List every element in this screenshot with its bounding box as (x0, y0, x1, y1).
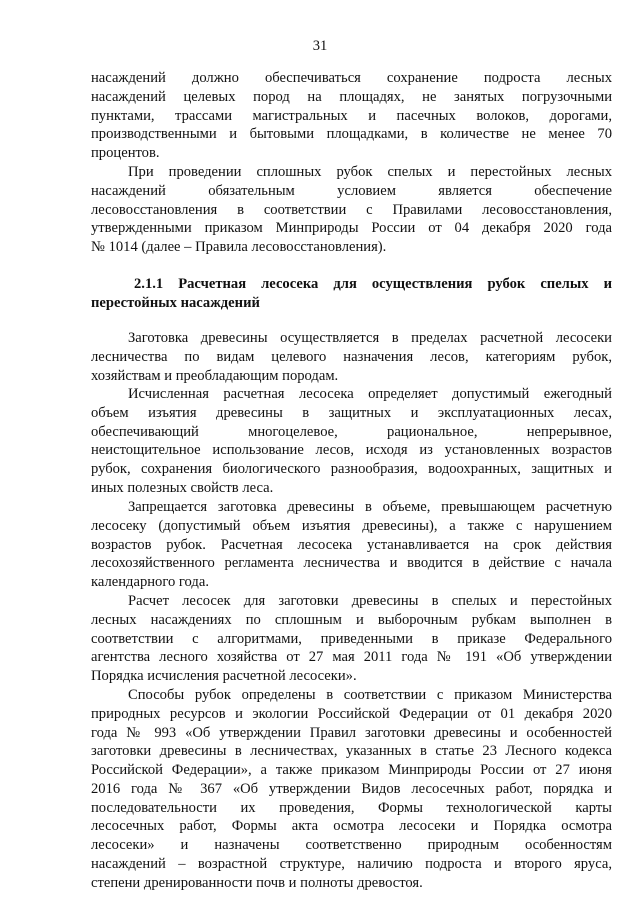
text-line: Расчет лесосек для заготовки древесины в спелых и перестойных (128, 593, 612, 609)
text-line: лесосеки» и назначены соответственно природным особенностям (91, 837, 612, 853)
text-line: утвержденными приказом Минприроды России от 04 декабря 2020 года (91, 220, 612, 237)
text-line: хозяйствам и преобладающим породам. (91, 367, 339, 384)
text-line: агентства лесного хозяйства от 27 мая 2011 года № 191 «Об утверждении (91, 649, 612, 666)
text-line: рубок, сохранения биологического разнообразия, водоохранных, защитных и (91, 461, 612, 477)
text-line: последовательности их проведения, Формы технологической карты (91, 799, 612, 816)
text-line: лесохозяйственного регламента лесничества и вводится в действие с начала (91, 555, 612, 572)
text-line: процентов. (91, 145, 160, 161)
text-line: насаждений должно обеспечиваться сохранение подроста лесных (91, 70, 612, 86)
text-line: заготовки древесины в лесничествах, указанных в статье 23 Лесного кодекса (91, 743, 612, 760)
section-heading (91, 275, 612, 313)
text-line: Заготовка древесины осуществляется в пределах расчетной лесосеки (128, 330, 612, 346)
text-line: лесосеку (допустимый объем изъятия древесины), а также с нарушением (91, 517, 612, 534)
text-line: обеспечивающий многоцелевое, рациональное, непрерывное, (91, 423, 612, 440)
text-line: года № 993 «Об утверждении Правил заготовки древесины и особенностей (91, 724, 612, 741)
text-line: календарного года. (91, 574, 209, 590)
text-line: лесовосстановления в соответствии с Правилами лесовосстановления, (91, 201, 612, 218)
text-line: Исчисленная расчетная лесосека определяет допустимый ежегодный (128, 386, 612, 402)
paragraph (91, 592, 612, 686)
paragraph (91, 163, 612, 257)
text-line: Российской Федерации», а также приказом Минприроды России от 27 июня (91, 762, 612, 778)
text-line: природных ресурсов и экологии Российской Федерации от 01 декабря 2020 (91, 705, 612, 722)
text-line: возрастов рубок. Расчетная лесосека устанавливается на срок действия (91, 536, 612, 553)
text-line: Способы рубок определены в соответствии с приказом Министерства (128, 687, 612, 703)
text-line: лесосечных работ, Формы акта осмотра лесосеки и Порядка осмотра (91, 818, 612, 835)
text-line: лесничества по видам целевого назначения лесов, категориям рубок, (91, 348, 612, 365)
paragraph (91, 329, 612, 385)
text-line: степени дренированности почв и полноты древостоя. (91, 874, 423, 891)
text-line: При проведении сплошных рубок спелых и перестойных лесных (128, 164, 612, 180)
text-line: Порядка исчисления расчетной лесосеки». (91, 668, 357, 684)
paragraph (91, 69, 612, 163)
paragraph (91, 686, 612, 892)
text-line: пунктами, трассами магистральных и пасечных волоков, дорогами, (91, 107, 612, 124)
text-line: соответствии с алгоритмами, приведенными в приказе Федерального (91, 630, 612, 647)
text-line: насаждений обязательным условием является обеспечение (91, 182, 612, 199)
text-line: № 1014 (далее – Правила лесовосстановления). (91, 239, 387, 255)
text-line: производственными и бытовыми площадками, в количестве не менее 70 (91, 126, 612, 143)
text-line: неистощительное использование лесов, исходя из установленных возрастов (91, 442, 612, 459)
heading-line: перестойных насаждений (91, 294, 260, 311)
text-line: иных полезных свойств леса. (91, 479, 274, 496)
text-line: насаждений целевых пород на площадях, не занятых погрузочными (91, 88, 612, 105)
heading-line: 2.1.1 Расчетная лесосека для осуществления рубок спелых и (134, 276, 612, 292)
text-line: насаждений – возрастной структуре, наличию подроста и второго яруса, (91, 855, 612, 872)
page-number: 31 (312, 38, 328, 54)
text-line: лесных насаждениях по сплошным и выборочным рубкам выполнен в (91, 611, 612, 628)
text-line: Запрещается заготовка древесины в объеме, превышающем расчетную (128, 499, 612, 515)
text-line: объем изъятия древесины в защитных и эксплуатационных лесах, (91, 404, 612, 421)
paragraph (91, 498, 612, 592)
text-line: 2016 года № 367 «Об утверждении Видов лесосечных работ, порядка и (91, 780, 612, 797)
paragraph (91, 385, 612, 498)
